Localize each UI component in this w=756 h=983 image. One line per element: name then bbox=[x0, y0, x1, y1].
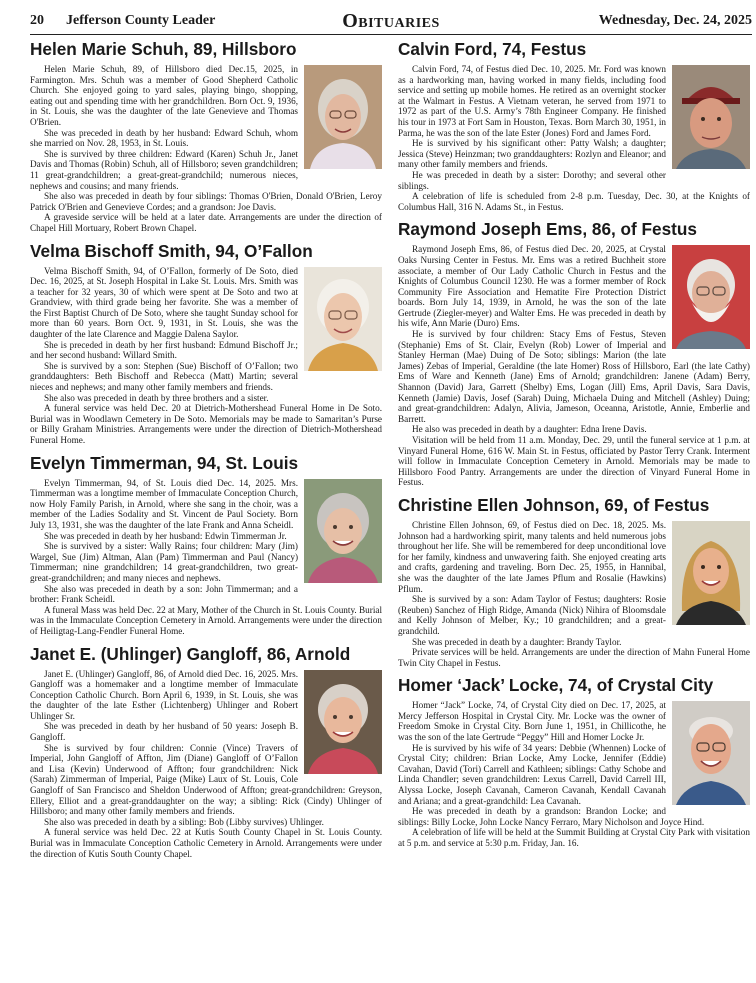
obituary-headline: Homer ‘Jack’ Locke, 74, of Crystal City bbox=[398, 675, 714, 696]
obituary-janet-gangloff: Janet E. (Uhlinger) Gangloff, 86, Arnold Janet E. (Uhlinger) Gangloff, 86, of Arnold died Dec. 16, 2025. Mrs. Gangloff was a homemaker and a longtime member of Immaculate Conception Catholic Church. Born April 6, 1939, in St. Louis, she was the daughter of the late Esther (Lichtenberg) Uhlinger and Robert Uhlinger Sr. She was preceded in death by her husband of 50 years: Joseph B. Gangloff. She is survived by four children: Connie (Vince) Travers of Imperial, John Gangloff of Affton, Jim (Diane) Gangloff of O’Fallon and Lisa (Kevin) Underwood of Affton; four grandchildren: Nick (Sarah) Zimmerman of Imperial, Paige (Mike) Laux of St. Louis, Cole Gangloff of San Francisco and Sheldon Underwood of Affton; great-grandchildren: Greyson, Ellery, Elliot and a great-granddaughter on the way; a sibling: Rick (Cindy) Uhlinger of Hillsboro; and many other family members and friends. She also was preceded in death by a sibling: Bob (Libby survives) Uhlinger. A funeral service was held Dec. 22 at Kutis South County Chapel in St. Louis County. Burial was in Immaculate Conception Catholic Cemetery in Arnold. Arrangements were under the direction of Kutis South County Chapel. bbox=[30, 643, 382, 859]
portrait-elderly-woman-short-hair-icon bbox=[304, 670, 382, 774]
obituary-evelyn-timmerman: Evelyn Timmerman, 94, St. Louis Evelyn Timmerman, 94, of St. Louis died Dec. 14, 2025. Mrs. Timmerman was a longtime member of Immaculate Conception Church, now Holy Family Parish, in Arnold, where she sang in the choir, was a member of the Ladies Sodality and St. Vincent de Paul Society. Born July 13, 1931, she was the daughter of the late Frank and Anna Scheidl. She was preceded in death by her husband: Edwin Timmerman Jr. She is survived by a sister: Wally Rains; four children: Mary (Jim) Wargel, Sue (Jim) Altman, Alan (Pam) Timmerman and Paul (Nancy) Timmerman; nine grandchildren; 14 great-grandchildren, two great-great-grandchildren; and many nieces and nephews. She also was preceded in death by a son: John Timmerman; and a brother: Frank Scheidl. A funeral Mass was held Dec. 22 at Mary, Mother of the Church in St. Louis County. Burial was in the Immaculate Conception Cemetery in Arnold. Arrangements were under the direction of Heiligtag-Lang-Fendler Funeral Home. bbox=[30, 452, 382, 636]
page-header bbox=[30, 10, 752, 35]
obituary-headline: Janet E. (Uhlinger) Gangloff, 86, Arnold bbox=[30, 643, 351, 664]
obituary-headline: Calvin Ford, 74, Festus bbox=[398, 39, 587, 59]
portrait-woman-blonde-icon bbox=[672, 521, 750, 625]
portrait-elderly-woman-white-hair-icon bbox=[304, 267, 382, 371]
newspaper-name: Jefferson County Leader bbox=[66, 13, 216, 28]
portrait-man-white-beard-icon bbox=[672, 245, 750, 349]
obituary-headline: Velma Bischoff Smith, 94, O’Fallon bbox=[30, 240, 313, 261]
obituary-raymond-ems: Raymond Joseph Ems, 86, of Festus Raymond Joseph Ems, 86, of Festus died Dec. 20, 2025, at Crystal Oaks Nursing Center in Festus. Mr. Ems was a retired Buchheit store associate, a member of Our Lady Catholic Church in Festus and the Knights of Columbus Council 1230. He was a former member of Rock Community Fire Association and Hematite Fire Protection District boards. Born July 14, 1939, in Arnold, he was the son of the late Gertrude (Ziegler-meyer) and Walter Ems. He was preceded in death by his wife, Ann Marie (Duro) Ems. He is survived by four children: Stacy Ems of Festus, Steven (Stephanie) Ems of St. Clair, Evelyn (Rob) Lower of Imperial and Stanley Herman (Mae) Duing of De Soto; siblings: Marion (the late James) Zebas of Imperial, Geraldine (the late Homer) Ross of Hillsboro, Earl (the late Cathy) Ems of Ware and Kenneth (Jane) Ems of Arnold; grandchildren: Janene (Adam) Berry, Shannon (David) Jara, Garrett (Shelby) Ems, Logan (Jill) Ems, April Davis, Sara Davis, Kenneth (Jamie) Davis, Josef (Sarah) Duing, Michaela Duing and Mitchell (Ashley) Duing; and great-grandchildren: Adalyn, Alivia, Jameson, Oceanna, Aristotle, Annie, Emberlie and Barrett. He also was preceded in death by a daughter: Edna Irene Davis. Visitation will be held from 11 a.m. Monday, Dec. 29, until the funeral service at 1 p.m. at Vinyard Funeral Home, 616 W. Main St. in Festus, officiated by Pastor Terry Crank. Interment will follow in Immaculate Conception Cemetery in Arnold. Memorials may be made to Hillsboro Food Pantry. Arrangements are under the direction of Vinyard Funeral Home in Festus. bbox=[398, 219, 750, 488]
obituary-homer-locke: Homer ‘Jack’ Locke, 74, of Crystal City Homer “Jack” Locke, 74, of Crystal City died on Dec. 17, 2025, at Mercy Jefferson Hospital in Crystal City. Mr. Locke was the owner of Freedom Smoke in Crystal City. Born June 1, 1951, in Chillicothe, he was the son of the late Gertrude “Peggy” Hill and Homer Locke Jr. He is survived by his wife of 34 years: Debbie (Whennen) Locke of Crystal City; children: Brian Locke, Amy Locke, Jennifer (Eddie) Cavahan, David (Tori) Carrell and Kathleen; siblings: Cathy Schobe and Linda Chandler; seven grandchildren: Lexus Carrell, David Carrell III, Alyssa Locke, Joseph Cavanah, Cameron Cavanah, Kendall Cavanah and Ariana; and a great-grandchild: Lea Cavanah. He was preceded in death by a grandson: Brandon Locke; and siblings: Billy Locke, John Locke Nancy Ferraro, Mary Nicholson and Joyce Hind. A celebration of life will be held at the Summit Building at Crystal City Park with visitation at 5 p.m. and service at 5:30 p.m. Friday, Jan. 16. bbox=[398, 675, 750, 848]
obituary-velma-smith: Velma Bischoff Smith, 94, O’Fallon Velma Bischoff Smith, 94, of O’Fallon, formerly of De Soto, died Dec. 16, 2025, at St. Joseph Hospital in Lake St. Louis. Mrs. Smith was a teacher for 32 years, 30 of which were spent at De Soto and two at Grandview, with third grade being her favorite. She was a member of the First Baptist Church of De Soto, where she taught Sunday school for more than 60 years. Born Oct. 9, 1931, in St. Louis, she was the daughter of the late Clarence and Maggie Dalena Saylor. She is preceded in death by her first husband: Edmund Bischoff Jr.; and her second husband: Willard Smith. She is survived by a son: Stephen (Sue) Bischoff of O’Fallon; two granddaughters: Beth Bischoff and Rebecca (Matt) Martin; several nieces and nephews; and many other family members and friends. She also was preceded in death by three brothers and a sister. A funeral service was held Dec. 20 at Dietrich-Mothershead Funeral Home in De Soto. Burial was in Woodlawn Cemetery in De Soto. Memorials may be made to Samaritan’s Purse or Billy Graham Ministries. Arrangements were under the direction of Dietrich-Mothershead Funeral Home. bbox=[30, 240, 382, 445]
obituary-headline: Christine Ellen Johnson, 69, of Festus bbox=[398, 494, 710, 515]
left-column bbox=[30, 38, 382, 983]
right-column bbox=[398, 38, 750, 983]
portrait-man-glasses-smiling-icon bbox=[672, 701, 750, 805]
obituary-christine-johnson: Christine Ellen Johnson, 69, of Festus Christine Ellen Johnson, 69, of Festus died on Dec. 18, 2025. Ms. Johnson had a hardworking spirit, many talents and held numerous jobs throughout her life. She will be remembered for deep unconditional love for her family, kindness and unwavering faith. She enjoyed creating arts and crafts, gardening and traveling. Born Dec. 25, 1955, in Hannibal, she was the daughter of the late James Pflum and Rosalie (Hawkins) Pflum. She is survived by a son: Adam Taylor of Festus; daughters: Rosie (Reuben) Sanchez of High Ridge, Amanda (Nick) Nihira of Bloomsdale and Kelly Johnson of Melber, Ky.; 10 grandchildren; and a great-grandchild. She was preceded in death by a daughter: Brandy Taylor. Private services will be held. Arrangements are under the direction of Mahn Funeral Home Twin City Chapel in Festus. bbox=[398, 494, 750, 668]
obituary-headline: Evelyn Timmerman, 94, St. Louis bbox=[30, 452, 299, 473]
section-title: Obituaries bbox=[342, 10, 440, 32]
portrait-man-cap-icon bbox=[672, 65, 750, 169]
obituary-headline: Helen Marie Schuh, 89, Hillsboro bbox=[30, 39, 297, 59]
obituary-calvin-ford: Calvin Ford, 74, Festus Calvin Ford, 74, of Festus died Dec. 10, 2025. Mr. Ford was known as a hardworking man, having worked in many fields, including food service and setting up mobile homes. He retired as an overnight stocker at the Walmart in Festus. A Vietnam veteran, he served from 1971 to 1972 as part of the U.S. Army’s 78th Engineer Company. He finished his tour in 1973 at Fort Sam in Houston, Texas. Born March 30, 1951, in Parma, he was the son of the late Ester (Jones) Ford and James Ford. He is survived by his significant other: Patty Walsh; a daughter; Jessica (Steve) Heinzman; two granddaughters: Rozlyn and Eleanor; and many other family members and friends. He was preceded in death by a sister: Dorothy; and several other siblings. A celebration of life is scheduled from 2-8 p.m. Tuesday, Dec. 30, at the Knights of Columbus Hall, 316 N. Adams St., in Festus. bbox=[398, 39, 750, 212]
obituary-headline: Raymond Joseph Ems, 86, of Festus bbox=[398, 219, 697, 240]
page-number: 20 bbox=[30, 13, 44, 28]
portrait-elderly-woman-smiling-icon bbox=[304, 479, 382, 583]
obituary-helen-schuh: Helen Marie Schuh, 89, Hillsboro Helen Marie Schuh, 89, of Hillsboro died Dec.15, 2025, in Farmington. Mrs. Schuh was a member of Good Shepherd Catholic Church. She enjoyed going to yard sales, playing bingo, shopping, eating out and spending time with her grandchildren. Born Oct. 9, 1936, in St. Louis, she was the daughter of the late Genevieve and Thomas O'Brien. She was preceded in death by her husband: Edward Schuh, whom she married on Nov. 28, 1953, in St. Louis. She is survived by three children: Edward (Karen) Schuh Jr., Janet Davis and Thomas (Robin) Schuh, all of Hillsboro; seven grandchildren; 11 great-grandchildren; a great-great-grandchild; numerous nieces, nephews and cousins; and many friends. She also was preceded in death by four siblings: Thomas O'Brien, Donald O'Brien, Leroy Patrick O'Brien and Genevieve Cordes; and a grandson: Joe Davis. A graveside service will be held at a later date. Arrangements are under the direction of Chapel Hill Mortuary, Robert Brown Chapel. bbox=[30, 39, 382, 233]
issue-date: Wednesday, Dec. 24, 2025 bbox=[598, 13, 752, 28]
portrait-elderly-woman-glasses-icon bbox=[304, 65, 382, 169]
